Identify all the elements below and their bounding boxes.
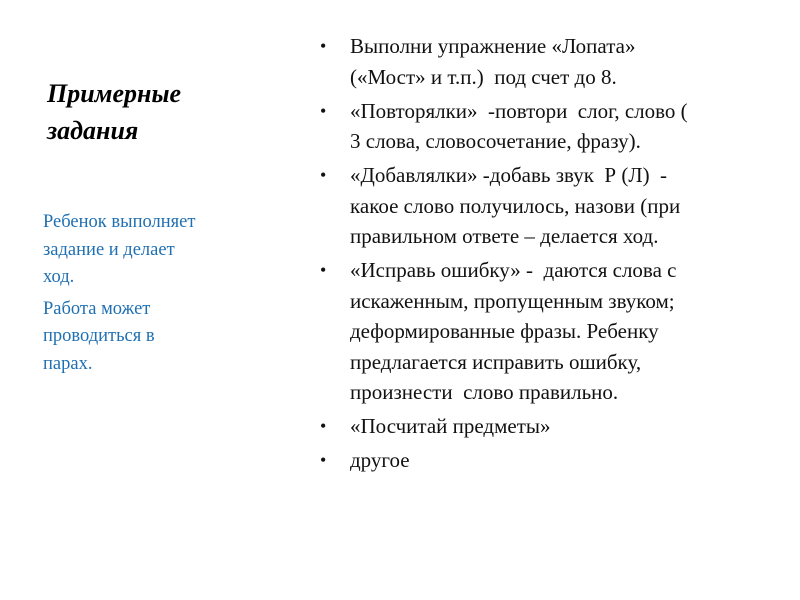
slide-title bbox=[47, 75, 181, 149]
bullet-line: («Мост» и т.п.) под счет до 8. bbox=[350, 64, 617, 89]
bullet-line: «Посчитай предметы» bbox=[350, 414, 551, 438]
bullet-item bbox=[320, 411, 780, 442]
bullet-line: «Исправь ошибку» - даются слова с bbox=[350, 258, 677, 282]
note-line: проводиться в bbox=[43, 326, 155, 346]
note-line: ход. bbox=[43, 267, 75, 287]
bullet-line: 3 слова, словосочетание, фразу). bbox=[350, 129, 641, 153]
bullet-line: деформированные фразы. Ребенку bbox=[350, 319, 659, 343]
bullet-line: другое bbox=[350, 448, 410, 472]
left-notes bbox=[43, 209, 195, 382]
bullet-item bbox=[320, 445, 780, 476]
note-line: задание и делает bbox=[43, 239, 175, 260]
bullet-list bbox=[320, 31, 780, 479]
bullet-line: искаженным, пропущенным звуком; bbox=[350, 288, 675, 313]
bullet-line: «Повторялки» -повтори слог, слово ( bbox=[350, 98, 688, 123]
note-line: Ребенок выполняет bbox=[43, 212, 196, 232]
bullet-line: какое слово получилось, назови (при bbox=[350, 193, 681, 218]
bullet-icon: • bbox=[320, 416, 327, 436]
note-line: Работа может bbox=[43, 298, 151, 319]
bullet-item bbox=[320, 96, 780, 157]
bullet-icon: • bbox=[320, 36, 327, 56]
note-paragraph bbox=[43, 209, 195, 292]
bullet-line: правильном ответе – делается ход. bbox=[350, 224, 659, 248]
bullet-line: предлагается исправить ошибку, bbox=[350, 349, 642, 374]
note-paragraph bbox=[43, 296, 195, 379]
bullet-icon: • bbox=[320, 260, 327, 280]
bullet-item bbox=[320, 160, 780, 252]
bullet-icon: • bbox=[320, 165, 327, 185]
bullet-item bbox=[320, 255, 780, 408]
bullet-icon: • bbox=[320, 450, 327, 470]
title-line: Примерные bbox=[47, 79, 182, 108]
bullet-item bbox=[320, 31, 780, 92]
note-line: парах. bbox=[43, 353, 93, 374]
bullet-line: Выполни упражнение «Лопата» bbox=[350, 34, 636, 58]
bullet-line: «Добавлялки» -добавь звук Р (Л) - bbox=[350, 163, 668, 187]
bullet-line: произнести слово правильно. bbox=[350, 380, 619, 404]
title-line: задания bbox=[47, 116, 139, 145]
bullet-icon: • bbox=[320, 100, 327, 121]
